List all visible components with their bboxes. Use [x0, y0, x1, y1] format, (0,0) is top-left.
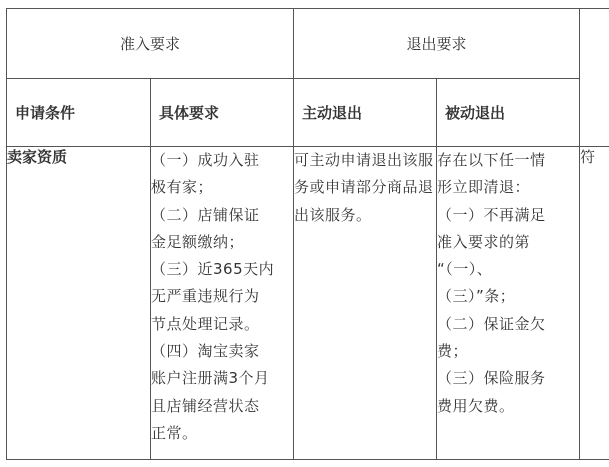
requirement-line: 节点处理记录。: [151, 314, 260, 333]
passive-exit-line: 费；: [437, 342, 469, 361]
header-exit-requirements: [294, 9, 580, 79]
cell-specific-requirements: [151, 147, 294, 460]
requirement-line: 账户注册满3个月: [151, 369, 270, 388]
cell-passive-exit: [437, 147, 580, 460]
passive-exit-line: （一）不再满足: [437, 205, 546, 224]
passive-exit-line: （三）保险服务: [437, 369, 546, 388]
qualification-label: 卖家资质: [7, 148, 68, 166]
voluntary-exit-text: 可主动申请退出该服务或申请部分商品退出该服务。: [294, 151, 434, 224]
requirement-line: （一）成功入驻: [151, 151, 260, 169]
requirement-line: 正常。: [151, 423, 198, 442]
subheader-voluntary-label: 主动退出: [302, 103, 363, 122]
cell-qualification: [7, 147, 151, 460]
requirement-line: （四）淘宝卖家: [151, 342, 260, 361]
subheader-row: [7, 79, 609, 147]
subheader-specific-label: 具体要求: [159, 103, 220, 122]
requirement-line: （二）店铺保证: [151, 205, 260, 224]
cell-voluntary-exit: [294, 147, 437, 460]
subheader-extra-cell: [580, 79, 609, 147]
requirement-line: （三）近365天内: [151, 260, 275, 279]
passive-exit-line: 存在以下任一情: [437, 151, 546, 169]
subheader-condition: [7, 79, 151, 147]
subheader-passive: [437, 79, 580, 147]
header-entry-requirements: [7, 9, 294, 79]
requirement-line: 极有家；: [151, 178, 214, 197]
requirement-line: 无严重违规行为: [151, 287, 260, 306]
cell-partial-next-column: [580, 147, 609, 460]
passive-exit-line: 准入要求的第: [437, 232, 531, 251]
requirement-line: 且店铺经营状态: [151, 396, 260, 415]
requirements-table: [6, 8, 609, 460]
header-extra-cell: [580, 9, 609, 79]
partial-next-column-text: 符: [580, 148, 596, 166]
passive-exit-line: 形立即清退：: [437, 178, 531, 197]
subheader-voluntary: [294, 79, 437, 147]
subheader-condition-label: 申请条件: [15, 103, 76, 122]
requirement-line: 金足额缴纳；: [151, 232, 245, 251]
passive-exit-line: （二）保证金欠: [437, 314, 546, 333]
table-row: [7, 147, 609, 460]
subheader-passive-label: 被动退出: [445, 103, 506, 122]
header-entry-label: 准入要求: [120, 34, 181, 53]
header-row: [7, 9, 609, 79]
header-exit-label: 退出要求: [406, 34, 467, 53]
passive-exit-line: “（一）、: [437, 260, 493, 279]
passive-exit-line: （三）”条；: [437, 287, 516, 306]
subheader-specific: [151, 79, 294, 147]
passive-exit-line: 费用欠费。: [437, 396, 515, 415]
